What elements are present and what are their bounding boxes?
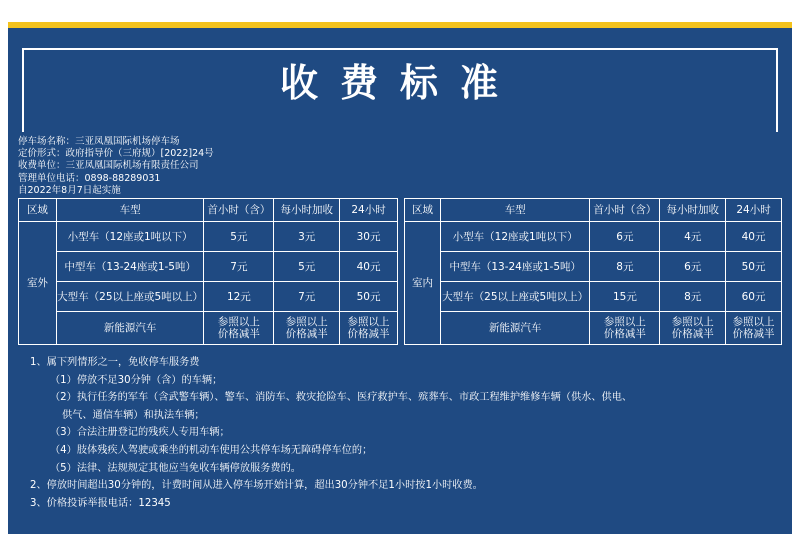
note-3: 3、价格投诉举报电话：12345 — [30, 497, 171, 509]
note-1-item-5: （5）法律、法规规定其他应当免收车辆停放服务费的。 — [50, 462, 301, 474]
per-hour-cell: 7元 — [274, 282, 340, 312]
table-row — [405, 282, 782, 312]
ev-note-line1: 参照以上 — [285, 316, 328, 328]
note-1-item-4: （4）肢体残疾人驾驶或乘坐的机动车使用公共停车场无障碍停车位的； — [50, 444, 373, 456]
first-hour-cell: 6元 — [590, 222, 660, 252]
info-parking-name: 停车场名称：三亚凤凰国际机场停车场 — [18, 136, 180, 147]
ev-day-cap-cell — [340, 312, 398, 345]
ev-first-hour-cell — [590, 312, 660, 345]
first-hour-cell: 12元 — [204, 282, 274, 312]
table-row — [19, 222, 398, 252]
ev-day-cap-cell — [726, 312, 782, 345]
day-cap-cell: 60元 — [726, 282, 782, 312]
table-row — [19, 282, 398, 312]
header-24-hour: 24小时 — [726, 199, 782, 222]
notes-block — [30, 354, 632, 512]
ev-note-line2: 价格减半 — [347, 328, 390, 340]
note-1-item-2: （2）执行任务的军车（含武警车辆）、警车、消防车、救灾抢险车、医疗救护车、殡葬车、市政工程维护维修车辆（供水、供电、 — [50, 392, 633, 404]
day-cap-cell: 30元 — [340, 222, 398, 252]
day-cap-cell: 50元 — [726, 252, 782, 282]
ev-note-line2: 价格减半 — [603, 328, 646, 340]
info-phone: 管理单位电话：0898-88289031 — [18, 172, 161, 184]
header-first-hour: 首小时（含） — [590, 199, 660, 222]
note-1-item-1: （1）停放不足30分钟（含）的车辆； — [50, 374, 223, 386]
header-vehicle-type: 车型 — [56, 199, 204, 222]
top-yellow-line — [8, 22, 792, 28]
table-header-row — [405, 199, 782, 222]
table-row — [405, 222, 782, 252]
table-row — [405, 252, 782, 282]
first-hour-cell: 8元 — [590, 252, 660, 282]
vehicle-type-cell: 小型车（12座或1吨以下） — [56, 222, 204, 252]
ev-note-line2: 价格减半 — [285, 328, 328, 340]
day-cap-cell: 40元 — [340, 252, 398, 282]
ev-note-line1: 参照以上 — [671, 316, 714, 328]
first-hour-cell: 5元 — [204, 222, 274, 252]
day-cap-cell: 50元 — [340, 282, 398, 312]
vehicle-type-cell: 大型车（25以上座或5吨以上） — [440, 282, 590, 312]
table-header-row — [19, 199, 398, 222]
note-1-item-2-cont: 供气、通信车辆）和执法车辆； — [62, 409, 205, 421]
vehicle-type-cell: 小型车（12座或1吨以下） — [440, 222, 590, 252]
per-hour-cell: 4元 — [660, 222, 726, 252]
area-outdoor: 室外 — [19, 222, 57, 345]
per-hour-cell: 6元 — [660, 252, 726, 282]
note-2: 2、停放时间超出30分钟的，计费时间从进入停车场开始计算，超出30分钟不足1小时按1小时收费。 — [30, 480, 483, 492]
ev-label: 新能源汽车 — [440, 312, 590, 345]
table-row-ev — [405, 312, 782, 345]
per-hour-cell: 3元 — [274, 222, 340, 252]
first-hour-cell: 15元 — [590, 282, 660, 312]
ev-per-hour-cell — [274, 312, 340, 345]
info-pricing-form: 定价形式：政府指导价（三府规）[2022]24号 — [18, 148, 214, 160]
vehicle-type-cell: 中型车（13-24座或1-5吨） — [56, 252, 204, 282]
first-hour-cell: 7元 — [204, 252, 274, 282]
fee-board — [8, 22, 792, 534]
ev-note-line2: 价格减半 — [217, 328, 260, 340]
ev-first-hour-cell — [204, 312, 274, 345]
info-charging-unit: 收费单位：三亚凤凰国际机场有限责任公司 — [18, 160, 199, 172]
ev-per-hour-cell — [660, 312, 726, 345]
header-first-hour: 首小时（含） — [204, 199, 274, 222]
info-effective-date: 自2022年8月7日起实施 — [18, 184, 121, 196]
per-hour-cell: 8元 — [660, 282, 726, 312]
vehicle-type-cell: 中型车（13-24座或1-5吨） — [440, 252, 590, 282]
ev-label: 新能源汽车 — [56, 312, 204, 345]
header-vehicle-type: 车型 — [440, 199, 590, 222]
day-cap-cell: 40元 — [726, 222, 782, 252]
vehicle-type-cell: 大型车（25以上座或5吨以上） — [56, 282, 204, 312]
ev-note-line1: 参照以上 — [217, 316, 260, 328]
ev-note-line2: 价格减半 — [671, 328, 714, 340]
header-area: 区域 — [19, 199, 57, 222]
table-row — [19, 252, 398, 282]
per-hour-cell: 5元 — [274, 252, 340, 282]
ev-note-line1: 参照以上 — [732, 316, 775, 328]
info-block — [18, 136, 214, 197]
header-per-hour: 每小时加收 — [660, 199, 726, 222]
area-indoor: 室内 — [405, 222, 441, 345]
fee-table-indoor — [404, 198, 782, 345]
ev-note-line2: 价格减半 — [732, 328, 775, 340]
table-row-ev — [19, 312, 398, 345]
ev-note-line1: 参照以上 — [603, 316, 646, 328]
page-title: 收费标准 — [279, 61, 520, 105]
ev-note-line1: 参照以上 — [347, 316, 390, 328]
note-1-item-3: （3）合法注册登记的残疾人专用车辆； — [50, 427, 230, 439]
note-1: 1、属下列情形之一，免收停车服务费 — [30, 357, 200, 368]
header-per-hour: 每小时加收 — [274, 199, 340, 222]
header-24-hour: 24小时 — [340, 199, 398, 222]
fee-table-outdoor — [18, 198, 398, 345]
header-area: 区域 — [405, 199, 441, 222]
